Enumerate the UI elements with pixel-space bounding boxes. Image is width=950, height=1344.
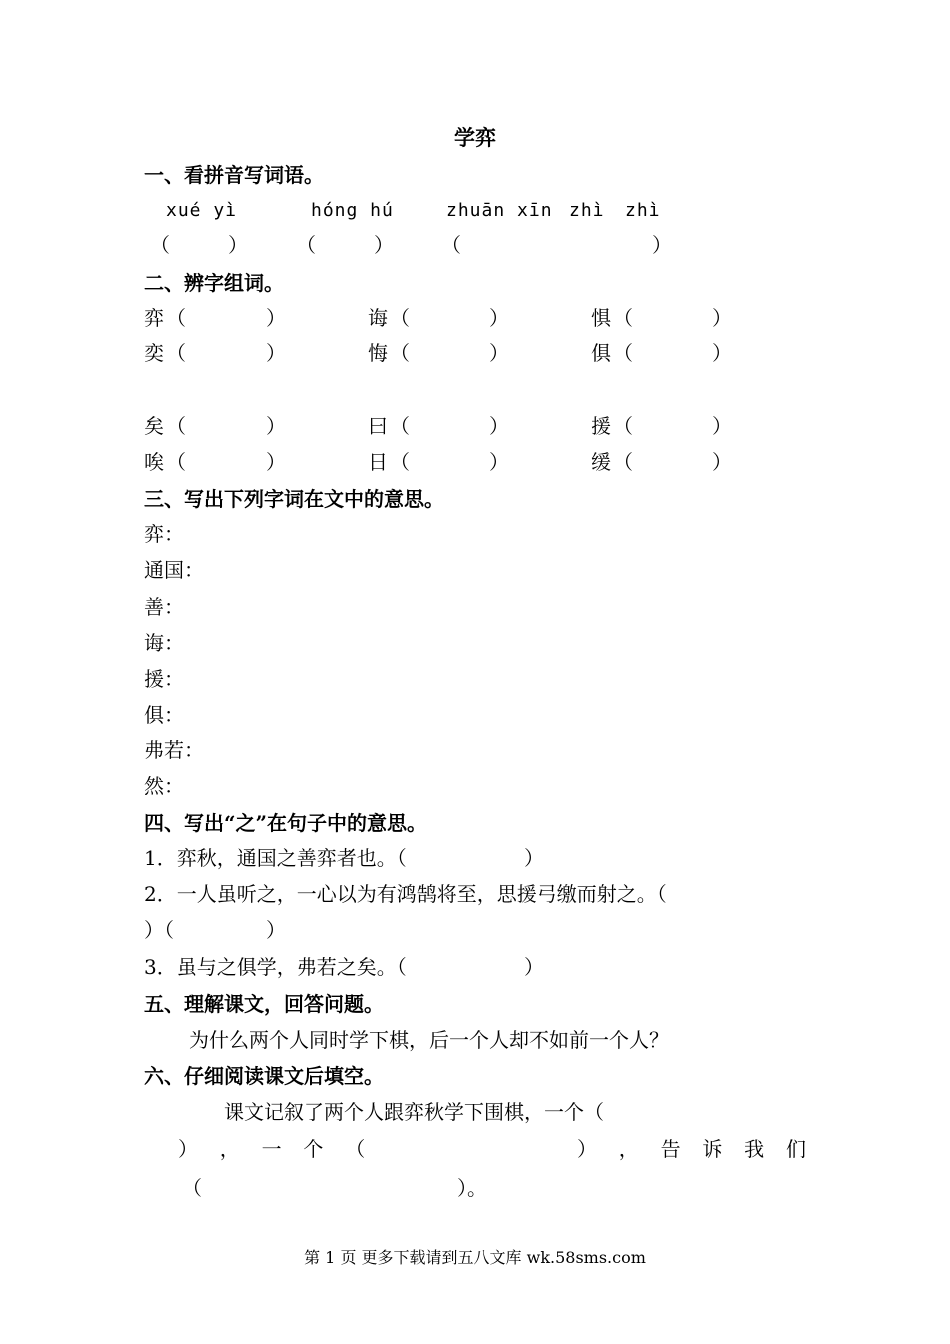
- paren-close: ）: [489, 450, 509, 474]
- paren-open: （: [613, 306, 633, 330]
- paren-close: ）: [489, 414, 509, 438]
- section-6-heading: 六、仔细阅读课文后填空。: [144, 1064, 384, 1088]
- char-item: 唉: [144, 450, 164, 474]
- question-2-cont: ）（: [144, 918, 174, 942]
- term-item: 弗若：: [144, 738, 204, 762]
- fill-token: 告: [660, 1137, 681, 1161]
- paren-open: （: [182, 1176, 202, 1200]
- fill-token: 们: [785, 1137, 806, 1161]
- term-item: 通国：: [144, 558, 204, 582]
- question-text: 为什么两个人同时学下棋，后一个人却不如前一个人？: [189, 1028, 669, 1052]
- paren-close: ）: [712, 306, 732, 330]
- term-item: 援：: [144, 667, 184, 691]
- blank-1-open: （: [150, 233, 170, 257]
- paren-open: （: [166, 341, 186, 365]
- paren-open: （: [613, 450, 633, 474]
- page-footer: 第 1 页 更多下载请到五八文库 wk.58sms.com: [304, 1248, 646, 1267]
- paren-open: （: [613, 341, 633, 365]
- section-4-heading: 四、写出“之”在句子中的意思。: [144, 811, 428, 835]
- char-item: 援: [591, 414, 611, 438]
- char-item: 弈: [144, 306, 164, 330]
- fill-token: ，: [219, 1137, 240, 1161]
- char-item: 惧: [591, 306, 611, 330]
- paren-close: ）: [489, 306, 509, 330]
- paren-open: （: [390, 306, 410, 330]
- paren-open: （: [390, 414, 410, 438]
- fill-token: （: [345, 1137, 366, 1161]
- char-item: 奕: [144, 341, 164, 365]
- fill-token: ）: [576, 1137, 597, 1161]
- section-5-heading: 五、理解课文，回答问题。: [144, 992, 384, 1016]
- char-item: 诲: [368, 306, 388, 330]
- question-3: 3．虽与之俱学，弗若之矣。（: [144, 955, 407, 979]
- paren-close: ）: [266, 450, 286, 474]
- term-item: 俱：: [144, 703, 184, 727]
- question-1: 1．弈秋，通国之善弈者也。（: [144, 846, 407, 870]
- paren-close: ）。: [457, 1176, 487, 1200]
- fill-token: 诉: [702, 1137, 723, 1161]
- paren-open: （: [166, 306, 186, 330]
- pinyin-5: zhì: [625, 200, 661, 221]
- fill-token: 个: [303, 1137, 324, 1161]
- paren-close: ）: [266, 341, 286, 365]
- fill-token: 一: [261, 1137, 282, 1161]
- blank-3-open: （: [441, 233, 461, 257]
- section-3-heading: 三、写出下列字词在文中的意思。: [144, 487, 444, 511]
- paren-close: ）: [266, 918, 286, 942]
- term-item: 诲：: [144, 631, 184, 655]
- section-1-heading: 一、看拼音写词语。: [144, 163, 324, 187]
- question-2: 2．一人虽听之，一心以为有鸿鹄将至，思援弓缴而射之。（: [144, 882, 667, 906]
- char-item: 悔: [368, 341, 388, 365]
- paren-close: ）: [489, 341, 509, 365]
- paren-close: ）: [712, 341, 732, 365]
- pinyin-2: hóng hú: [311, 200, 394, 221]
- blank-1-close: ）: [228, 233, 248, 257]
- term-item: 然：: [144, 774, 184, 798]
- paren-close: ）: [712, 450, 732, 474]
- pinyin-4: zhì: [569, 200, 605, 221]
- pinyin-3: zhuān xīn: [446, 200, 553, 221]
- paren-open: （: [390, 341, 410, 365]
- fill-token: 我: [744, 1137, 765, 1161]
- paren-open: （: [166, 450, 186, 474]
- section-2-heading: 二、辨字组词。: [144, 271, 284, 295]
- char-item: 曰: [368, 414, 388, 438]
- char-item: 矣: [144, 414, 164, 438]
- paren-close: ）: [524, 955, 544, 979]
- fill-token: ，: [618, 1137, 639, 1161]
- term-item: 弈：: [144, 522, 184, 546]
- char-item: 日: [368, 450, 388, 474]
- paren-open: （: [613, 414, 633, 438]
- paren-close: ）: [712, 414, 732, 438]
- pinyin-1: xué yì: [166, 200, 238, 221]
- blank-3-close: ）: [652, 233, 672, 257]
- paren-open: （: [166, 414, 186, 438]
- char-item: 缓: [591, 450, 611, 474]
- paren-close: ）: [266, 306, 286, 330]
- blank-2-open: （: [296, 233, 316, 257]
- paren-open: （: [390, 450, 410, 474]
- fill-token: ）: [178, 1137, 198, 1161]
- page-title: 学弈: [454, 125, 496, 150]
- term-item: 善：: [144, 595, 184, 619]
- paren-close: ）: [524, 846, 544, 870]
- fill-line-1: 课文记叙了两个人跟弈秋学下围棋，一个（: [224, 1100, 604, 1124]
- blank-2-close: ）: [374, 233, 394, 257]
- char-item: 俱: [591, 341, 611, 365]
- fill-line-2: [178, 1137, 806, 1161]
- paren-close: ）: [266, 414, 286, 438]
